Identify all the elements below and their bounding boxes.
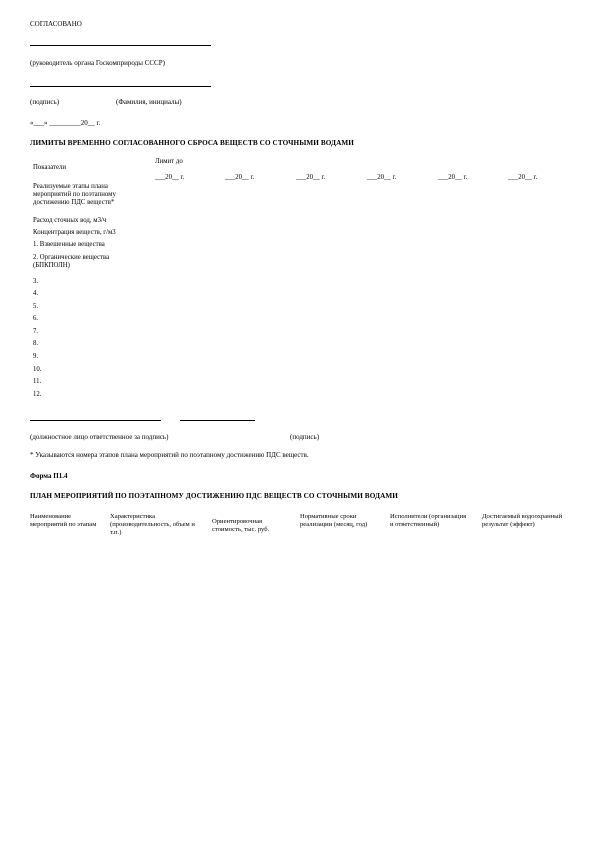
responsible-person-caption: (должностное лицо ответственное за подпись) [30, 433, 169, 441]
plan-column-header: Достигаемый водоохранный результат (эффект) [482, 513, 563, 528]
signature-line [30, 86, 211, 87]
row-substance: 5. [33, 303, 39, 310]
limits-title: ЛИМИТЫ ВРЕМЕННО СОГЛАСОВАННОГО СБРОСА ВЕЩЕСТВ СО СТОЧНЫМИ ВОДАМИ [30, 139, 354, 147]
col-indicators: Показатели [33, 164, 67, 171]
row-substance: 10. [33, 366, 42, 373]
year-column: ___20__ г. [367, 174, 397, 181]
row-substance: 6. [33, 315, 39, 322]
year-column: ___20__ г. [225, 174, 255, 181]
row-stages: Реализуемые этапы плана мероприятий по поэтапному достижению ПДС веществ* [33, 183, 116, 206]
approval-header: СОГЛАСОВАНО [30, 20, 82, 28]
row-substance: 4. [33, 290, 39, 297]
col-limit: Лимит до [155, 158, 183, 165]
plan-title: ПЛАН МЕРОПРИЯТИЙ ПО ПОЭТАПНОМУ ДОСТИЖЕНИЮ ПДС ВЕЩЕСТВ СО СТОЧНЫМИ ВОДАМИ [30, 492, 398, 500]
row-substance: 12. [33, 391, 42, 398]
responsible-signature-caption: (подпись) [290, 433, 320, 441]
footnote: * Указываются номера этапов плана мероприятий по поэтапному достижению ПДС веществ. [30, 451, 309, 459]
plan-column-header: Ориентировочная стоимость, тыс. руб. [212, 518, 270, 533]
year-column: ___20__ г. [508, 174, 538, 181]
row-concentration: Концентрация веществ, г/м3 [33, 229, 116, 236]
row-substance: 11. [33, 378, 42, 385]
plan-column-header: Наименование мероприятий по этапам [30, 513, 97, 528]
approval-date-line: «___» _________20__ г. [30, 119, 101, 127]
row-substance: 1. Взвешенные вещества [33, 241, 105, 248]
year-column: ___20__ г. [438, 174, 468, 181]
plan-column-header: Исполнители (организация и ответственный) [390, 513, 467, 528]
row-substance: 7. [33, 328, 39, 335]
year-column: ___20__ г. [296, 174, 326, 181]
plan-column-header: Характеристика (производительность, объем и т.п.) [110, 513, 195, 536]
head-name-line [30, 45, 211, 46]
plan-column-header: Нормативные сроки реализации (месяц, год) [300, 513, 368, 528]
year-column: ___20__ г. [155, 174, 185, 181]
row-substance: 8. [33, 340, 39, 347]
responsible-person-line [30, 420, 161, 421]
row-substance: 3. [33, 278, 39, 285]
row-substance: 9. [33, 353, 39, 360]
row-flow: Расход сточных вод, м3/ч [33, 217, 107, 224]
name-caption: (Фамилия, инициалы) [116, 98, 182, 106]
responsible-signature-line [180, 420, 255, 421]
row-substance: 2. Органические вещества (БПКПОЛН) [33, 254, 110, 269]
signature-caption: (подпись) [30, 98, 60, 106]
form-label: Форма П1.4 [30, 472, 68, 480]
head-caption: (руководитель органа Госкомприроды СССР) [30, 59, 165, 67]
